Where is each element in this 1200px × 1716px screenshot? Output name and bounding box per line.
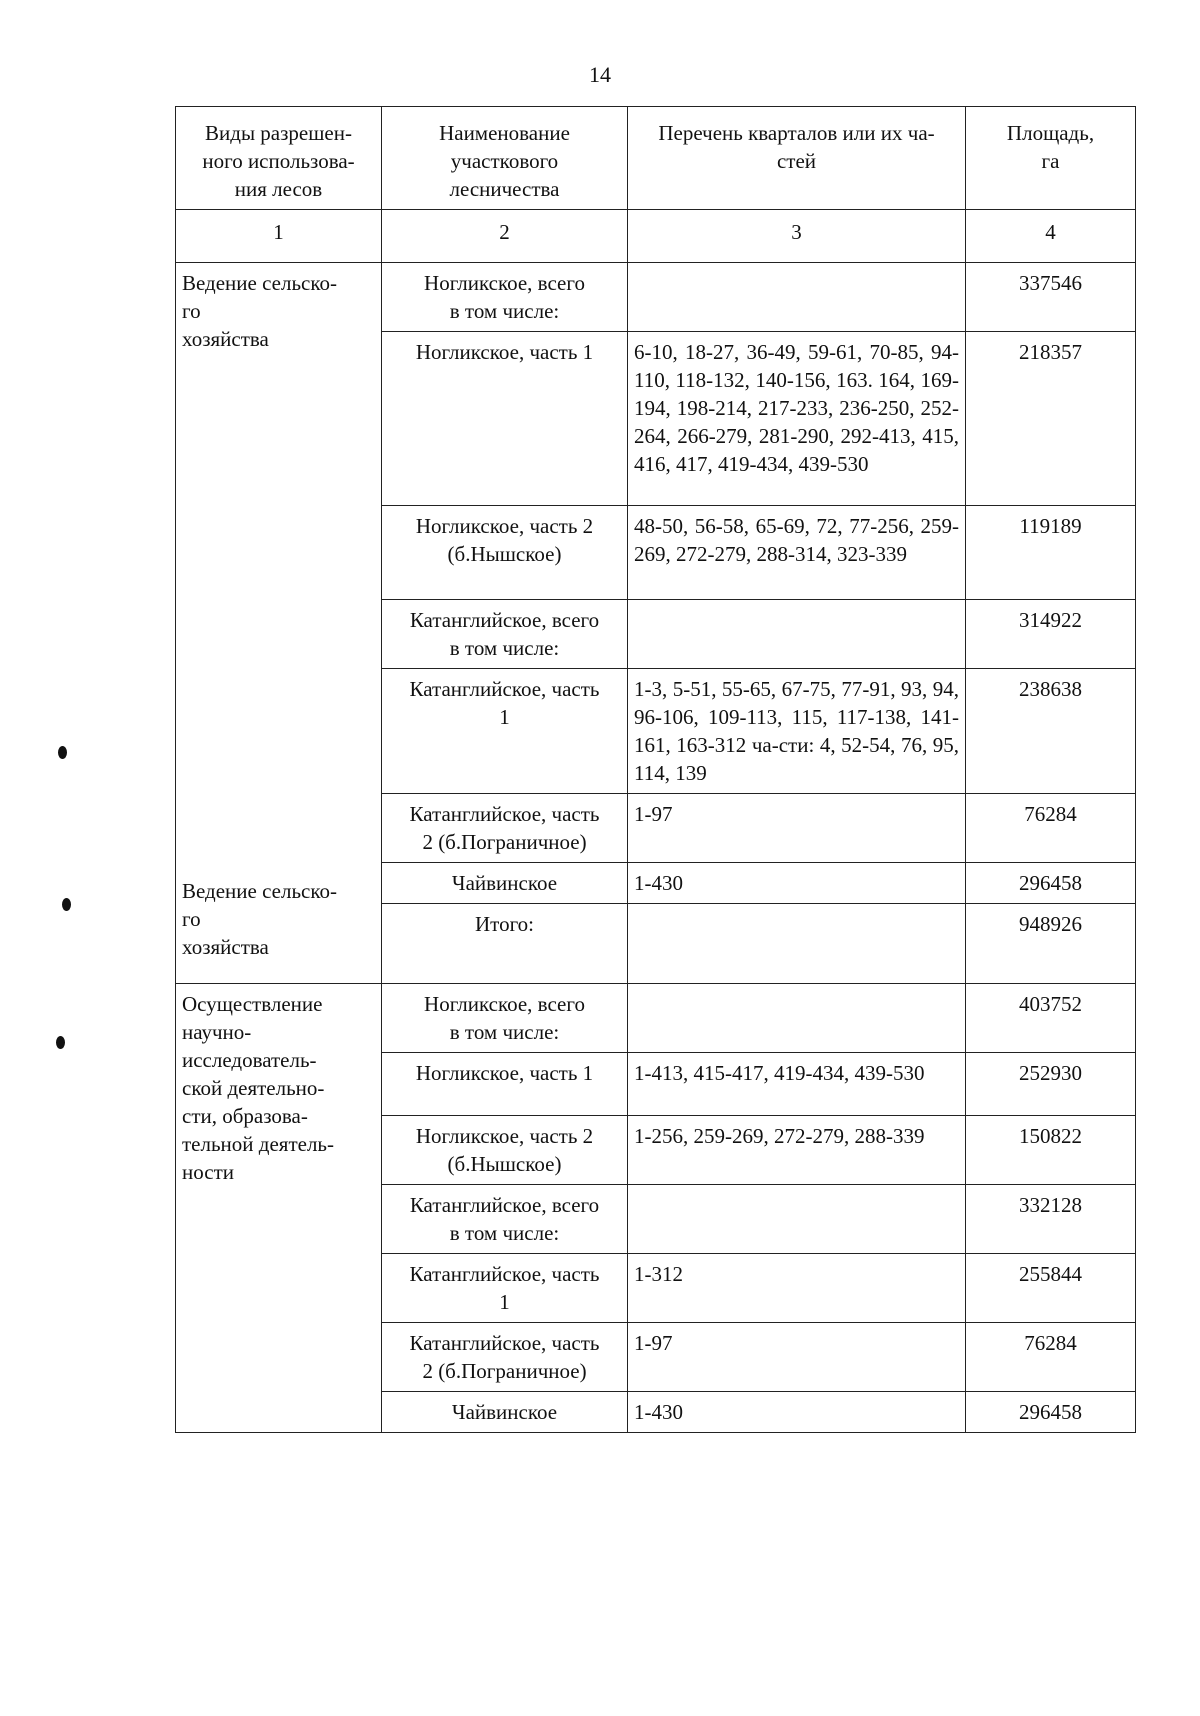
forestry-name-cell: Ногликское, всего в том числе: bbox=[382, 984, 628, 1053]
forestry-name-cell: Катанглийское, часть 1 bbox=[382, 669, 628, 794]
forest-use-table bbox=[175, 106, 1136, 1433]
header-area: Площадь, га bbox=[966, 107, 1136, 210]
area-cell: 948926 bbox=[966, 904, 1136, 984]
forestry-name-cell: Катанглийское, всего в том числе: bbox=[382, 600, 628, 669]
forestry-name-cell: Итого: bbox=[382, 904, 628, 984]
header-quarters-list: Перечень кварталов или их ча- стей bbox=[628, 107, 966, 210]
punch-hole-mark bbox=[58, 746, 67, 759]
column-number: 4 bbox=[966, 210, 1136, 263]
quarters-cell bbox=[628, 904, 966, 984]
area-cell: 332128 bbox=[966, 1185, 1136, 1254]
forestry-name-cell: Ногликское, часть 1 bbox=[382, 1053, 628, 1116]
quarters-cell bbox=[628, 1185, 966, 1254]
quarters-cell: 1-430 bbox=[628, 863, 966, 904]
forestry-name-cell: Чайвинское bbox=[382, 863, 628, 904]
area-cell: 403752 bbox=[966, 984, 1136, 1053]
area-cell: 296458 bbox=[966, 1392, 1136, 1433]
forestry-name-cell: Катанглийское, часть 2 (б.Пограничное) bbox=[382, 1323, 628, 1392]
forestry-name-cell: Ногликское, часть 1 bbox=[382, 332, 628, 506]
area-cell: 218357 bbox=[966, 332, 1136, 506]
table-row bbox=[176, 263, 1136, 332]
area-cell: 76284 bbox=[966, 794, 1136, 863]
area-cell: 314922 bbox=[966, 600, 1136, 669]
punch-hole-mark bbox=[62, 898, 71, 911]
column-number: 3 bbox=[628, 210, 966, 263]
area-cell: 119189 bbox=[966, 506, 1136, 600]
use-type-cell: Ведение сельско- го хозяйства bbox=[176, 263, 382, 863]
quarters-cell: 1-256, 259-269, 272-279, 288-339 bbox=[628, 1116, 966, 1185]
punch-hole-mark bbox=[56, 1036, 65, 1049]
use-type-cell: Ведение сельско- го хозяйства bbox=[176, 863, 382, 984]
quarters-cell: 1-430 bbox=[628, 1392, 966, 1433]
page-number: 14 bbox=[589, 62, 611, 87]
forestry-name-cell: Катанглийское, всего в том числе: bbox=[382, 1185, 628, 1254]
area-cell: 150822 bbox=[966, 1116, 1136, 1185]
column-number: 1 bbox=[176, 210, 382, 263]
table-header-row bbox=[176, 107, 1136, 210]
forestry-name-cell: Ногликское, всего в том числе: bbox=[382, 263, 628, 332]
table-row bbox=[176, 984, 1136, 1053]
area-cell: 337546 bbox=[966, 263, 1136, 332]
area-cell: 296458 bbox=[966, 863, 1136, 904]
forestry-name-cell: Ногликское, часть 2 (б.Нышское) bbox=[382, 506, 628, 600]
forestry-name-cell: Чайвинское bbox=[382, 1392, 628, 1433]
quarters-cell bbox=[628, 600, 966, 669]
quarters-cell: 1-312 bbox=[628, 1254, 966, 1323]
quarters-cell: 1-97 bbox=[628, 794, 966, 863]
column-number-row bbox=[176, 210, 1136, 263]
forestry-name-cell: Катанглийское, часть 1 bbox=[382, 1254, 628, 1323]
area-cell: 252930 bbox=[966, 1053, 1136, 1116]
forestry-name-cell: Ногликское, часть 2 (б.Нышское) bbox=[382, 1116, 628, 1185]
column-number: 2 bbox=[382, 210, 628, 263]
header-forestry-name: Наименование участкового лесничества bbox=[382, 107, 628, 210]
area-cell: 255844 bbox=[966, 1254, 1136, 1323]
quarters-cell: 1-3, 5-51, 55-65, 67-75, 77-91, 93, 94, 96-106, 109-113, 115, 117-138, 141-161, 163-312 ча-сти: 4, 52-54, 76, 95, 114, 139 bbox=[628, 669, 966, 794]
area-cell: 76284 bbox=[966, 1323, 1136, 1392]
forestry-name-cell: Катанглийское, часть 2 (б.Пограничное) bbox=[382, 794, 628, 863]
quarters-cell: 1-97 bbox=[628, 1323, 966, 1392]
area-cell: 238638 bbox=[966, 669, 1136, 794]
header-use-type: Виды разрешен- ного использова- ния лесов bbox=[176, 107, 382, 210]
quarters-cell bbox=[628, 984, 966, 1053]
quarters-cell bbox=[628, 263, 966, 332]
quarters-cell: 6-10, 18-27, 36-49, 59-61, 70-85, 94-110, 118-132, 140-156, 163. 164, 169-194, 198-214, 217-233, 236-250, 252-264, 266-279, 281-290, 292-413, 415, 416, 417, 419-434, 439-530 bbox=[628, 332, 966, 506]
table-row bbox=[176, 863, 1136, 904]
use-type-cell: Осуществление научно- исследователь- ской деятельно- сти, образова- тельной деятель- ности bbox=[176, 984, 382, 1433]
quarters-cell: 1-413, 415-417, 419-434, 439-530 bbox=[628, 1053, 966, 1116]
quarters-cell: 48-50, 56-58, 65-69, 72, 77-256, 259-269, 272-279, 288-314, 323-339 bbox=[628, 506, 966, 600]
